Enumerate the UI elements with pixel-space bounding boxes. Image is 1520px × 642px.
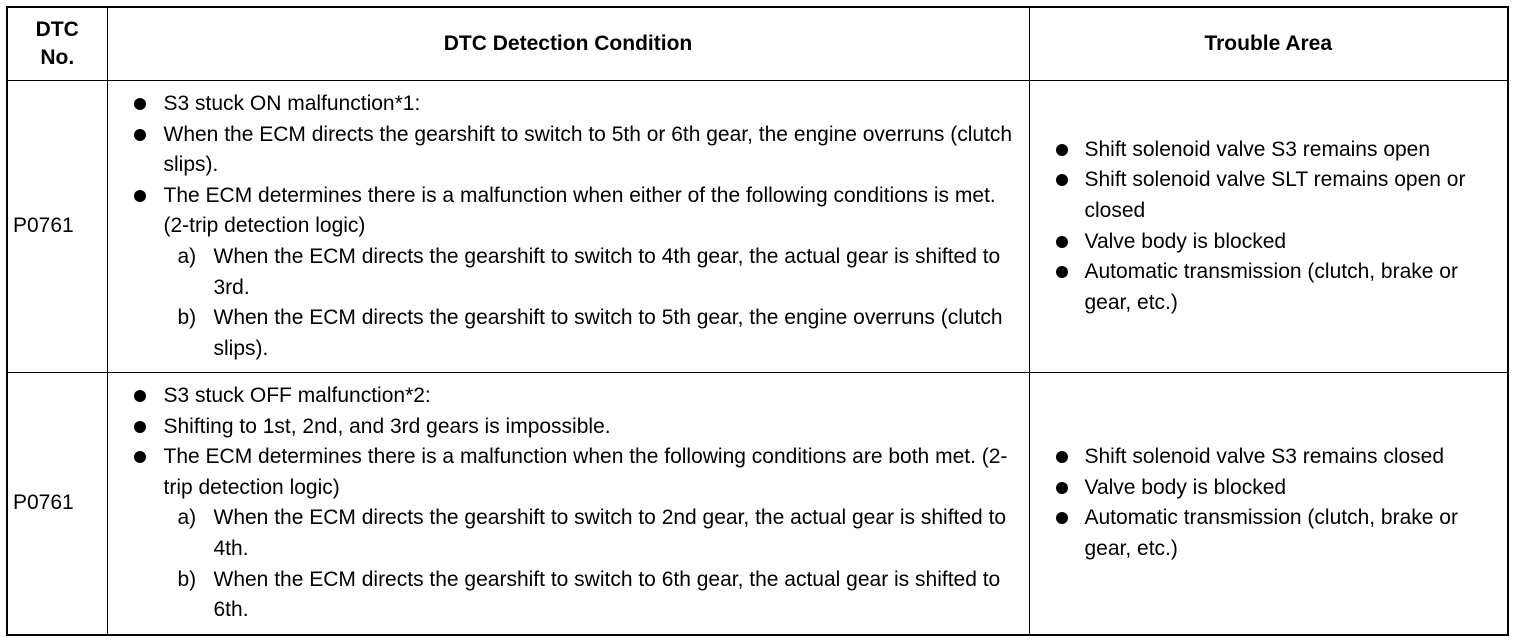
detection-condition-cell: [107, 373, 1029, 635]
condition-item: The ECM determines there is a malfunction when either of the following conditions is met. (2-trip detection logic): [116, 181, 1021, 242]
trouble-area-cell: [1029, 373, 1508, 635]
trouble-item: Shift solenoid valve S3 remains closed: [1038, 442, 1508, 473]
trouble-area-cell: [1029, 81, 1508, 373]
header-detection-condition: DTC Detection Condition: [107, 7, 1029, 81]
dtc-table: [6, 6, 1509, 636]
trouble-item: Shift solenoid valve SLT remains open or closed: [1038, 165, 1508, 226]
condition-item: S3 stuck ON malfunction*1:: [116, 89, 1021, 120]
condition-list: [116, 381, 1021, 503]
sub-condition-marker: b): [177, 306, 197, 330]
sub-condition-item: [116, 565, 1021, 626]
sub-condition-item: [116, 242, 1021, 303]
dtc-code: P0761: [7, 81, 107, 373]
sub-condition-marker: b): [177, 567, 197, 591]
trouble-item: Valve body is blocked: [1038, 473, 1508, 504]
header-dtc-no: DTC No.: [7, 7, 107, 81]
sub-condition-list: [116, 242, 1021, 364]
table-header-row: [7, 7, 1508, 81]
sub-condition-text: When the ECM directs the gearshift to switch to 6th gear, the actual gear is shifted to 6th.: [213, 567, 1001, 622]
dtc-code: P0761: [7, 373, 107, 635]
sub-condition-marker: a): [177, 244, 197, 268]
condition-list: [116, 89, 1021, 242]
sub-condition-text: When the ECM directs the gearshift to switch to 2nd gear, the actual gear is shifted to 4th.: [213, 506, 1007, 560]
trouble-list: [1038, 135, 1508, 319]
trouble-item: Automatic transmission (clutch, brake or gear, etc.): [1038, 257, 1508, 318]
table-row: [7, 373, 1508, 635]
condition-item: The ECM determines there is a malfunction when the following conditions are both met. (2-trip detection logic): [116, 442, 1021, 503]
sub-condition-marker: a): [177, 506, 197, 530]
condition-item: S3 stuck OFF malfunction*2:: [116, 381, 1021, 412]
sub-condition-list: [116, 503, 1021, 625]
header-trouble-area: Trouble Area: [1029, 7, 1508, 81]
trouble-item: Shift solenoid valve S3 remains open: [1038, 135, 1508, 166]
detection-condition-cell: [107, 81, 1029, 373]
condition-item: Shifting to 1st, 2nd, and 3rd gears is impossible.: [116, 412, 1021, 443]
condition-item: When the ECM directs the gearshift to switch to 5th or 6th gear, the engine overruns (clutch slips).: [116, 120, 1021, 181]
trouble-item: Valve body is blocked: [1038, 227, 1508, 258]
trouble-item: Automatic transmission (clutch, brake or gear, etc.): [1038, 503, 1508, 564]
sub-condition-text: When the ECM directs the gearshift to switch to 4th gear, the actual gear is shifted to 3rd.: [213, 244, 1001, 299]
table-row: [7, 81, 1508, 373]
sub-condition-text: When the ECM directs the gearshift to switch to 5th gear, the engine overruns (clutch slips).: [213, 306, 1003, 360]
sub-condition-item: [116, 503, 1021, 564]
trouble-list: [1038, 442, 1508, 564]
sub-condition-item: [116, 303, 1021, 364]
